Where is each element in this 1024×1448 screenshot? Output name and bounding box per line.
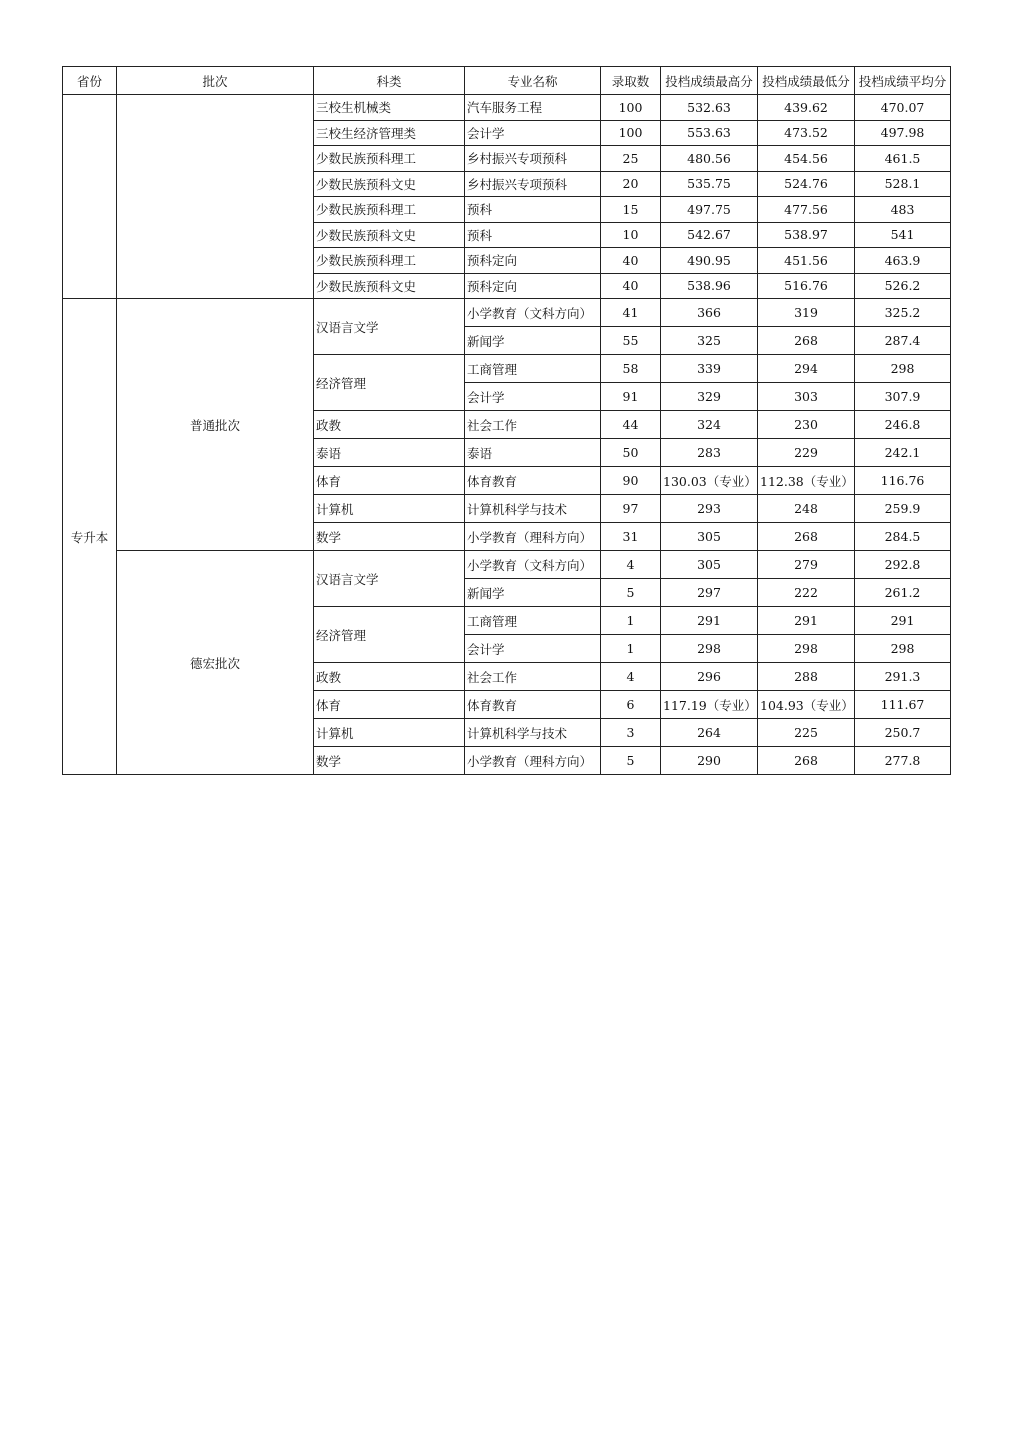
count-cell: 50 <box>601 439 661 467</box>
max-score-cell: 532.63 <box>661 95 758 121</box>
avg-score-cell: 528.1 <box>855 171 951 197</box>
batch-cell: 德宏批次 <box>117 551 314 775</box>
avg-score-cell: 259.9 <box>855 495 951 523</box>
header-major: 专业名称 <box>465 67 601 95</box>
avg-score-cell: 298 <box>855 355 951 383</box>
max-score-cell: 290 <box>661 747 758 775</box>
category-cell: 计算机 <box>314 719 465 747</box>
major-cell: 社会工作 <box>465 663 601 691</box>
max-score-cell: 305 <box>661 551 758 579</box>
major-cell: 预科 <box>465 197 601 223</box>
avg-score-cell: 250.7 <box>855 719 951 747</box>
min-score-cell: 319 <box>758 299 855 327</box>
category-cell: 泰语 <box>314 439 465 467</box>
count-cell: 97 <box>601 495 661 523</box>
count-cell: 25 <box>601 146 661 172</box>
header-row <box>63 67 951 95</box>
avg-score-cell: 470.07 <box>855 95 951 121</box>
category-cell: 三校生经济管理类 <box>314 120 465 146</box>
major-cell: 新闻学 <box>465 579 601 607</box>
avg-score-cell: 111.67 <box>855 691 951 719</box>
major-cell: 乡村振兴专项预科 <box>465 146 601 172</box>
max-score-cell: 480.56 <box>661 146 758 172</box>
min-score-cell: 279 <box>758 551 855 579</box>
major-cell: 社会工作 <box>465 411 601 439</box>
category-cell: 少数民族预科理工 <box>314 146 465 172</box>
avg-score-cell: 325.2 <box>855 299 951 327</box>
major-cell: 会计学 <box>465 635 601 663</box>
min-score-cell: 112.38（专业） <box>758 467 855 495</box>
min-score-cell: 451.56 <box>758 248 855 274</box>
category-cell: 政教 <box>314 663 465 691</box>
count-cell: 90 <box>601 467 661 495</box>
batch-cell: 普通批次 <box>117 299 314 551</box>
avg-score-cell: 463.9 <box>855 248 951 274</box>
count-cell: 4 <box>601 551 661 579</box>
max-score-cell: 305 <box>661 523 758 551</box>
count-cell: 40 <box>601 273 661 299</box>
table-row <box>63 95 951 121</box>
avg-score-cell: 541 <box>855 222 951 248</box>
avg-score-cell: 497.98 <box>855 120 951 146</box>
major-cell: 小学教育（文科方向） <box>465 299 601 327</box>
major-cell: 体育教育 <box>465 691 601 719</box>
category-cell: 体育 <box>314 691 465 719</box>
header-min-score: 投档成绩最低分 <box>758 67 855 95</box>
count-cell: 15 <box>601 197 661 223</box>
max-score-cell: 293 <box>661 495 758 523</box>
header-avg-score: 投档成绩平均分 <box>855 67 951 95</box>
min-score-cell: 477.56 <box>758 197 855 223</box>
max-score-cell: 538.96 <box>661 273 758 299</box>
major-cell: 预科 <box>465 222 601 248</box>
count-cell: 1 <box>601 607 661 635</box>
min-score-cell: 538.97 <box>758 222 855 248</box>
category-cell: 体育 <box>314 467 465 495</box>
category-cell: 少数民族预科理工 <box>314 197 465 223</box>
table-row <box>63 299 951 327</box>
major-cell: 小学教育（理科方向） <box>465 523 601 551</box>
avg-score-cell: 307.9 <box>855 383 951 411</box>
count-cell: 10 <box>601 222 661 248</box>
major-cell: 预科定向 <box>465 273 601 299</box>
count-cell: 1 <box>601 635 661 663</box>
min-score-cell: 268 <box>758 327 855 355</box>
max-score-cell: 283 <box>661 439 758 467</box>
count-cell: 6 <box>601 691 661 719</box>
max-score-cell: 130.03（专业） <box>661 467 758 495</box>
min-score-cell: 288 <box>758 663 855 691</box>
max-score-cell: 490.95 <box>661 248 758 274</box>
count-cell: 3 <box>601 719 661 747</box>
avg-score-cell: 526.2 <box>855 273 951 299</box>
min-score-cell: 268 <box>758 523 855 551</box>
min-score-cell: 294 <box>758 355 855 383</box>
avg-score-cell: 261.2 <box>855 579 951 607</box>
category-cell: 少数民族预科文史 <box>314 222 465 248</box>
max-score-cell: 325 <box>661 327 758 355</box>
count-cell: 100 <box>601 95 661 121</box>
header-category: 科类 <box>314 67 465 95</box>
province-cell: 专升本 <box>63 299 117 775</box>
avg-score-cell: 284.5 <box>855 523 951 551</box>
major-cell: 汽车服务工程 <box>465 95 601 121</box>
table-row <box>63 551 951 579</box>
count-cell: 31 <box>601 523 661 551</box>
avg-score-cell: 461.5 <box>855 146 951 172</box>
category-cell: 计算机 <box>314 495 465 523</box>
avg-score-cell: 291.3 <box>855 663 951 691</box>
category-cell: 数学 <box>314 747 465 775</box>
max-score-cell: 297 <box>661 579 758 607</box>
avg-score-cell: 246.8 <box>855 411 951 439</box>
min-score-cell: 229 <box>758 439 855 467</box>
category-cell: 少数民族预科理工 <box>314 248 465 274</box>
avg-score-cell: 242.1 <box>855 439 951 467</box>
major-cell: 计算机科学与技术 <box>465 495 601 523</box>
avg-score-cell: 292.8 <box>855 551 951 579</box>
major-cell: 小学教育（理科方向） <box>465 747 601 775</box>
max-score-cell: 117.19（专业） <box>661 691 758 719</box>
header-province: 省份 <box>63 67 117 95</box>
major-cell: 预科定向 <box>465 248 601 274</box>
min-score-cell: 104.93（专业） <box>758 691 855 719</box>
max-score-cell: 497.75 <box>661 197 758 223</box>
min-score-cell: 225 <box>758 719 855 747</box>
header-batch: 批次 <box>117 67 314 95</box>
count-cell: 44 <box>601 411 661 439</box>
major-cell: 新闻学 <box>465 327 601 355</box>
count-cell: 4 <box>601 663 661 691</box>
count-cell: 5 <box>601 747 661 775</box>
max-score-cell: 366 <box>661 299 758 327</box>
major-cell: 工商管理 <box>465 607 601 635</box>
min-score-cell: 454.56 <box>758 146 855 172</box>
major-cell: 计算机科学与技术 <box>465 719 601 747</box>
category-cell: 汉语言文学 <box>314 551 465 607</box>
avg-score-cell: 483 <box>855 197 951 223</box>
major-cell: 体育教育 <box>465 467 601 495</box>
max-score-cell: 298 <box>661 635 758 663</box>
count-cell: 58 <box>601 355 661 383</box>
min-score-cell: 291 <box>758 607 855 635</box>
category-cell: 政教 <box>314 411 465 439</box>
category-cell: 汉语言文学 <box>314 299 465 355</box>
max-score-cell: 264 <box>661 719 758 747</box>
category-cell: 少数民族预科文史 <box>314 273 465 299</box>
category-cell: 经济管理 <box>314 355 465 411</box>
count-cell: 5 <box>601 579 661 607</box>
min-score-cell: 516.76 <box>758 273 855 299</box>
count-cell: 91 <box>601 383 661 411</box>
min-score-cell: 524.76 <box>758 171 855 197</box>
min-score-cell: 268 <box>758 747 855 775</box>
min-score-cell: 303 <box>758 383 855 411</box>
max-score-cell: 535.75 <box>661 171 758 197</box>
avg-score-cell: 116.76 <box>855 467 951 495</box>
header-count: 录取数 <box>601 67 661 95</box>
avg-score-cell: 287.4 <box>855 327 951 355</box>
avg-score-cell: 277.8 <box>855 747 951 775</box>
max-score-cell: 542.67 <box>661 222 758 248</box>
major-cell: 工商管理 <box>465 355 601 383</box>
count-cell: 55 <box>601 327 661 355</box>
province-cell <box>63 95 117 299</box>
min-score-cell: 439.62 <box>758 95 855 121</box>
major-cell: 泰语 <box>465 439 601 467</box>
count-cell: 20 <box>601 171 661 197</box>
min-score-cell: 222 <box>758 579 855 607</box>
major-cell: 会计学 <box>465 383 601 411</box>
major-cell: 小学教育（文科方向） <box>465 551 601 579</box>
header-max-score: 投档成绩最高分 <box>661 67 758 95</box>
category-cell: 三校生机械类 <box>314 95 465 121</box>
max-score-cell: 324 <box>661 411 758 439</box>
min-score-cell: 248 <box>758 495 855 523</box>
count-cell: 41 <box>601 299 661 327</box>
batch-cell <box>117 95 314 299</box>
max-score-cell: 291 <box>661 607 758 635</box>
min-score-cell: 473.52 <box>758 120 855 146</box>
avg-score-cell: 291 <box>855 607 951 635</box>
admissions-score-table <box>62 66 951 775</box>
min-score-cell: 230 <box>758 411 855 439</box>
max-score-cell: 329 <box>661 383 758 411</box>
avg-score-cell: 298 <box>855 635 951 663</box>
category-cell: 经济管理 <box>314 607 465 663</box>
max-score-cell: 296 <box>661 663 758 691</box>
count-cell: 100 <box>601 120 661 146</box>
max-score-cell: 553.63 <box>661 120 758 146</box>
major-cell: 会计学 <box>465 120 601 146</box>
max-score-cell: 339 <box>661 355 758 383</box>
category-cell: 少数民族预科文史 <box>314 171 465 197</box>
min-score-cell: 298 <box>758 635 855 663</box>
count-cell: 40 <box>601 248 661 274</box>
category-cell: 数学 <box>314 523 465 551</box>
major-cell: 乡村振兴专项预科 <box>465 171 601 197</box>
